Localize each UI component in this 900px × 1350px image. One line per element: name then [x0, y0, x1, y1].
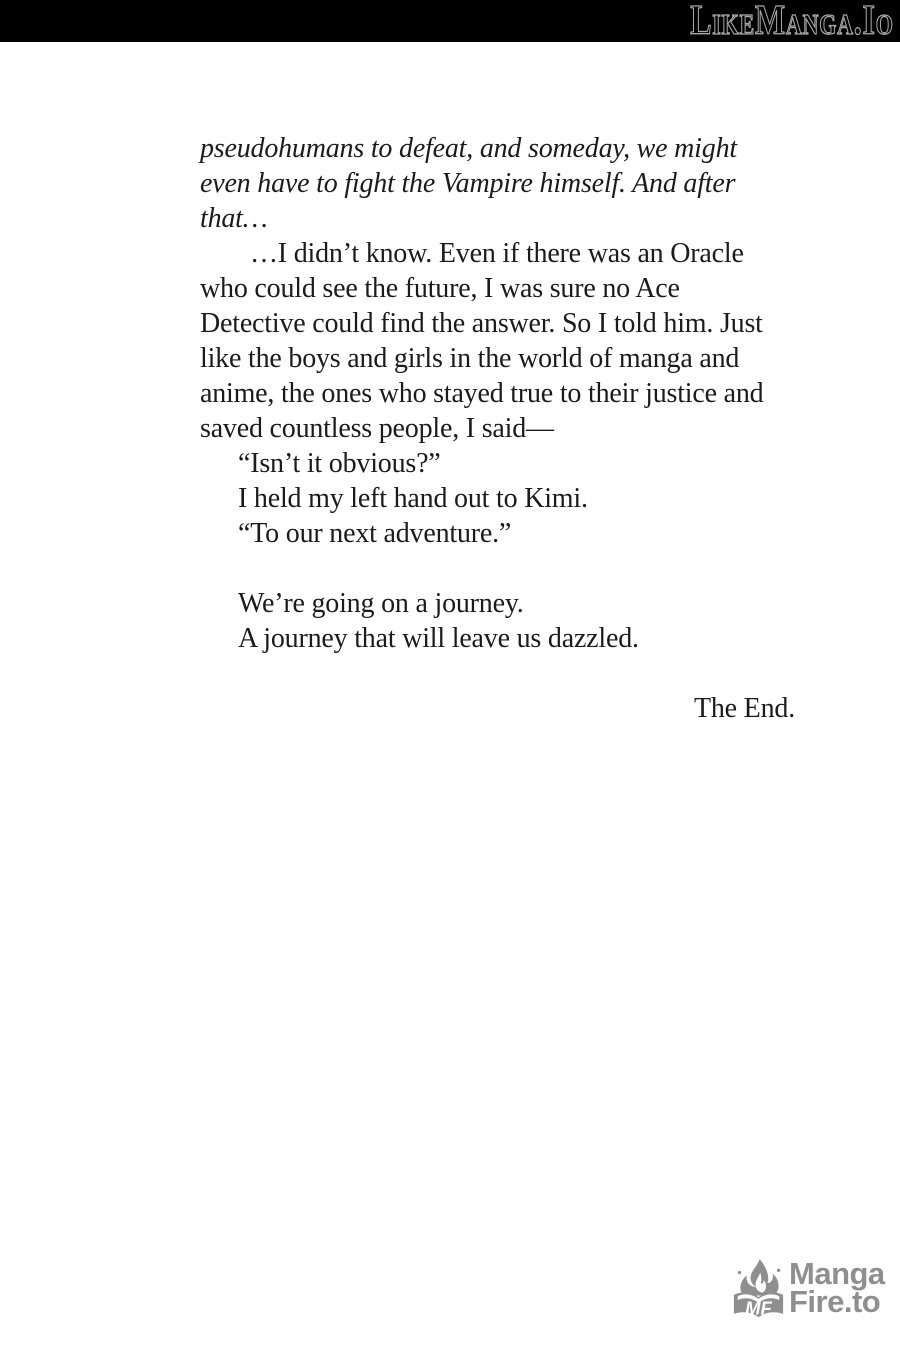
- mangafire-flame-book-icon: [730, 1258, 787, 1324]
- novel-line: Detective could find the answer. So I told him. Just: [200, 308, 763, 339]
- spark-dot-left: [738, 1271, 741, 1274]
- novel-line: even have to fight the Vampire himself. And after: [200, 168, 736, 199]
- novel-line: I held my left hand out to Kimi.: [238, 483, 588, 514]
- novel-line: pseudohumans to defeat, and someday, we might: [200, 133, 737, 164]
- novel-line: We’re going on a journey.: [238, 588, 524, 619]
- novel-line: anime, the ones who stayed true to their justice and: [200, 378, 764, 409]
- novel-line: like the boys and girls in the world of manga and: [200, 343, 740, 374]
- spark-dot-right: [777, 1269, 780, 1272]
- novel-line: A journey that will leave us dazzled.: [238, 623, 639, 654]
- novel-line: “Isn’t it obvious?”: [238, 448, 441, 479]
- novel-blank-line: [200, 656, 795, 691]
- novel-line: saved countless people, I said—: [200, 413, 554, 444]
- mangafire-logo-text: [789, 1256, 885, 1319]
- novel-blank-line: [200, 551, 795, 586]
- mangafire-logo-line1: Manga: [789, 1256, 885, 1291]
- novel-text-block: [200, 131, 795, 726]
- mf-monogram: MF: [745, 1297, 772, 1319]
- mangafire-logo-line2: Fire.to: [789, 1284, 881, 1319]
- novel-line: …I didn’t know. Even if there was an Oracle: [250, 238, 744, 269]
- novel-line: that…: [200, 203, 268, 234]
- novel-line: “To our next adventure.”: [238, 518, 512, 549]
- novel-line: who could see the future, I was sure no Ace: [200, 273, 680, 304]
- mangafire-watermark: [730, 1258, 900, 1328]
- novel-line: The End.: [693, 693, 795, 724]
- likemanga-logo-text: LikeManga.Io: [690, 0, 894, 44]
- likemanga-watermark-bar: [0, 0, 900, 42]
